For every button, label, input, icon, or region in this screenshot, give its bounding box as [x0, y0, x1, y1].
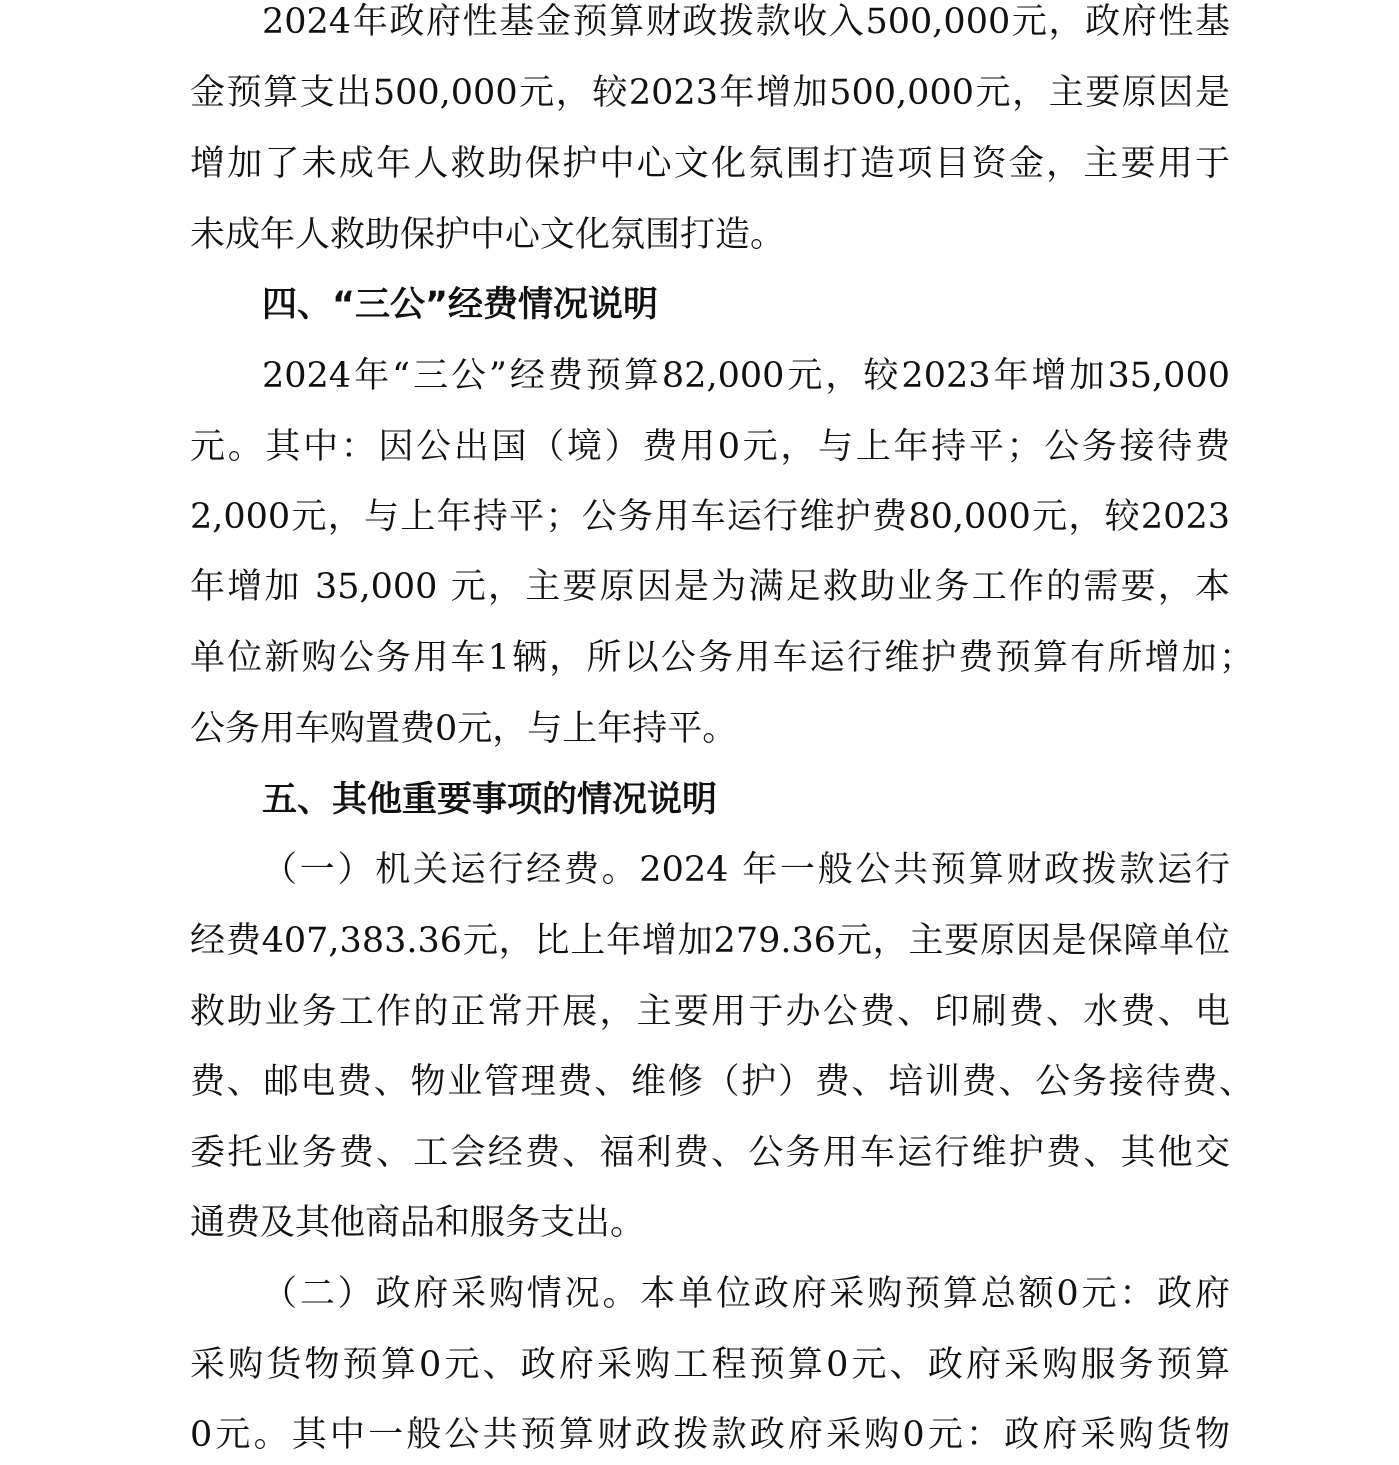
paragraph-procurement-line: （二）政府采购情况。本单位政府采购预算总额0元：政府: [262, 1274, 1230, 1314]
paragraph-gov-fund-line: 金预算支出500,000元，较2023年增加500,000元，主要原因是: [190, 73, 1230, 113]
paragraph-procurement-line: 0元。其中一般公共预算财政拨款政府采购0元：政府采购货物: [190, 1415, 1230, 1455]
section-heading-three-public: 四、“三公”经费情况说明: [262, 285, 659, 325]
paragraph-three-public-line: 年增加 35,000 元，主要原因是为满足救助业务工作的需要，本: [190, 567, 1230, 607]
paragraph-operating-cost-line: （一）机关运行经费。2024 年一般公共预算财政拨款运行: [262, 850, 1230, 890]
paragraph-operating-cost-line: 费、邮电费、物业管理费、维修（护）费、培训费、公务接待费、: [190, 1062, 1254, 1102]
paragraph-operating-cost-line: 通费及其他商品和服务支出。: [190, 1203, 646, 1243]
paragraph-operating-cost-line: 委托业务费、工会经费、福利费、公务用车运行维护费、其他交: [190, 1133, 1230, 1173]
paragraph-gov-fund-line: 2024年政府性基金预算财政拨款收入500,000元，政府性基: [262, 2, 1230, 42]
paragraph-three-public-line: 2,000元，与上年持平；公务用车运行维护费80,000元，较2023: [190, 497, 1230, 537]
paragraph-three-public-line: 公务用车购置费0元，与上年持平。: [190, 709, 738, 749]
paragraph-procurement-line: 采购货物预算0元、政府采购工程预算0元、政府采购服务预算: [190, 1345, 1230, 1385]
paragraph-gov-fund-line: 增加了未成年人救助保护中心文化氛围打造项目资金，主要用于: [190, 144, 1230, 184]
paragraph-operating-cost-line: 经费407,383.36元，比上年增加279.36元，主要原因是保障单位: [190, 921, 1230, 961]
paragraph-operating-cost-line: 救助业务工作的正常开展，主要用于办公费、印刷费、水费、电: [190, 992, 1230, 1032]
paragraph-three-public-line: 单位新购公务用车1辆，所以公务用车运行维护费预算有所增加；: [190, 638, 1254, 678]
paragraph-three-public-line: 元。其中：因公出国（境）费用0元，与上年持平；公务接待费: [190, 427, 1230, 467]
paragraph-three-public-line: 2024年“三公”经费预算82,000元，较2023年增加35,000: [262, 356, 1230, 396]
section-heading-other-matters: 五、其他重要事项的情况说明: [262, 780, 718, 820]
paragraph-gov-fund-line: 未成年人救助保护中心文化氛围打造。: [190, 215, 786, 255]
